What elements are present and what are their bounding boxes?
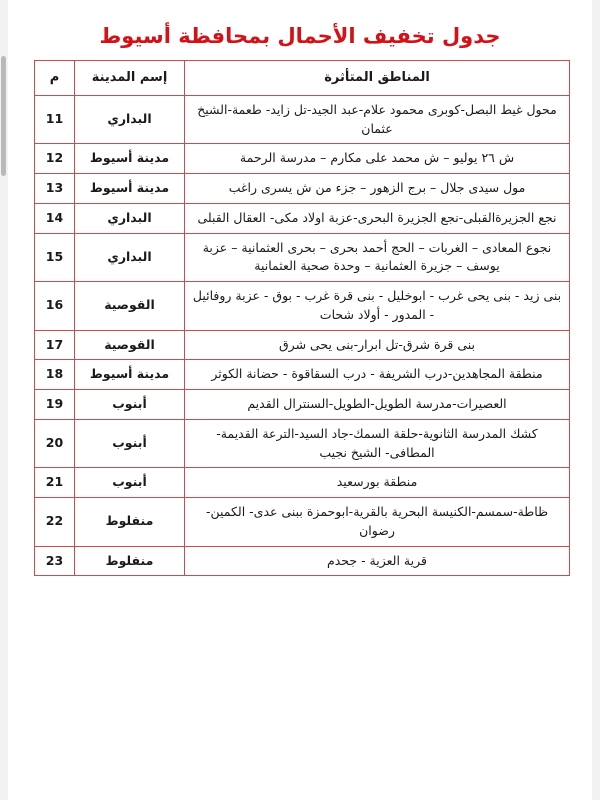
table-row [35, 468, 570, 498]
table-row [35, 419, 570, 468]
cell-number: 11 [35, 95, 75, 144]
column-header-number: م [35, 61, 75, 96]
cell-number: 13 [35, 174, 75, 204]
cell-city: منفلوط [75, 546, 185, 576]
table-body [35, 95, 570, 576]
table-row [35, 546, 570, 576]
table-container [0, 60, 600, 576]
cell-city: البداري [75, 95, 185, 144]
load-shedding-table [34, 60, 570, 576]
cell-areas: منطقة المجاهدين-درب الشريفة - درب السقاقوة - حضانة الكوثر [185, 360, 570, 390]
cell-city: مدينة أسيوط [75, 360, 185, 390]
cell-areas: كشك المدرسة الثانوية-حلقة السمك-جاد السيد-الترعة القديمة- المطافى- الشيخ نجيب [185, 419, 570, 468]
cell-areas: بنى زيد - بنى يحى غرب - ابوخليل - بنى قرة غرب - بوق - عزبة روفائيل - المدور - أولاد شحات [185, 282, 570, 331]
cell-number: 15 [35, 233, 75, 282]
table-row [35, 390, 570, 420]
cell-areas: منطقة بورسعيد [185, 468, 570, 498]
column-header-city: إسم المدينة [75, 61, 185, 96]
cell-number: 22 [35, 498, 75, 547]
cell-areas: ظاطة-سمسم-الكنيسة البحرية بالقرية-ابوحمزة ببنى عدى- الكمين-رضوان [185, 498, 570, 547]
cell-city: القوصية [75, 330, 185, 360]
cell-areas: نجوع المعادى – الغربات – الحج أحمد بحرى – بحرى العثمانية – عزبة يوسف – جزيرة العثمانية – وحدة صحية العثمانية [185, 233, 570, 282]
scrollbar[interactable] [0, 0, 7, 800]
page-title: جدول تخفيف الأحمال بمحافظة أسيوط [99, 24, 501, 48]
cell-areas: ش ٢٦ يوليو – ش محمد على مكارم – مدرسة الرحمة [185, 144, 570, 174]
cell-areas: قرية العزية - جحدم [185, 546, 570, 576]
cell-city: مدينة أسيوط [75, 174, 185, 204]
cell-areas: محول غيط البصل-كوبرى محمود علام-عبد الجيد-تل زايد- طعمة-الشيخ عثمان [185, 95, 570, 144]
cell-number: 20 [35, 419, 75, 468]
cell-city: أبنوب [75, 390, 185, 420]
table-row [35, 498, 570, 547]
table-row [35, 174, 570, 204]
cell-areas: العصيرات-مدرسة الطويل-الطويل-السنترال القديم [185, 390, 570, 420]
cell-number: 16 [35, 282, 75, 331]
cell-city: البداري [75, 233, 185, 282]
cell-city: البداري [75, 203, 185, 233]
cell-number: 17 [35, 330, 75, 360]
cell-areas: نجع الجزيرةالقبلى-نجع الجزيرة البحرى-عزبة اولاد مكى- العقال القبلى [185, 203, 570, 233]
cell-areas: بنى قرة شرق-تل ابرار-بنى يحى شرق [185, 330, 570, 360]
cell-city: منفلوط [75, 498, 185, 547]
cell-city: مدينة أسيوط [75, 144, 185, 174]
cell-number: 18 [35, 360, 75, 390]
table-row [35, 330, 570, 360]
cell-number: 19 [35, 390, 75, 420]
page-right-margin [592, 0, 600, 800]
table-row [35, 203, 570, 233]
cell-number: 21 [35, 468, 75, 498]
cell-areas: مول سيدى جلال – برج الزهور – جزء من ش يسرى راغب [185, 174, 570, 204]
table-header [35, 61, 570, 96]
table-row [35, 233, 570, 282]
cell-city: أبنوب [75, 419, 185, 468]
column-header-areas: المناطق المتأثرة [185, 61, 570, 96]
scrollbar-thumb[interactable] [1, 56, 6, 176]
cell-number: 12 [35, 144, 75, 174]
table-row [35, 360, 570, 390]
cell-number: 23 [35, 546, 75, 576]
cell-city: القوصية [75, 282, 185, 331]
cell-number: 14 [35, 203, 75, 233]
table-header-row [35, 61, 570, 96]
cell-city: أبنوب [75, 468, 185, 498]
table-row [35, 144, 570, 174]
table-row [35, 282, 570, 331]
table-row [35, 95, 570, 144]
